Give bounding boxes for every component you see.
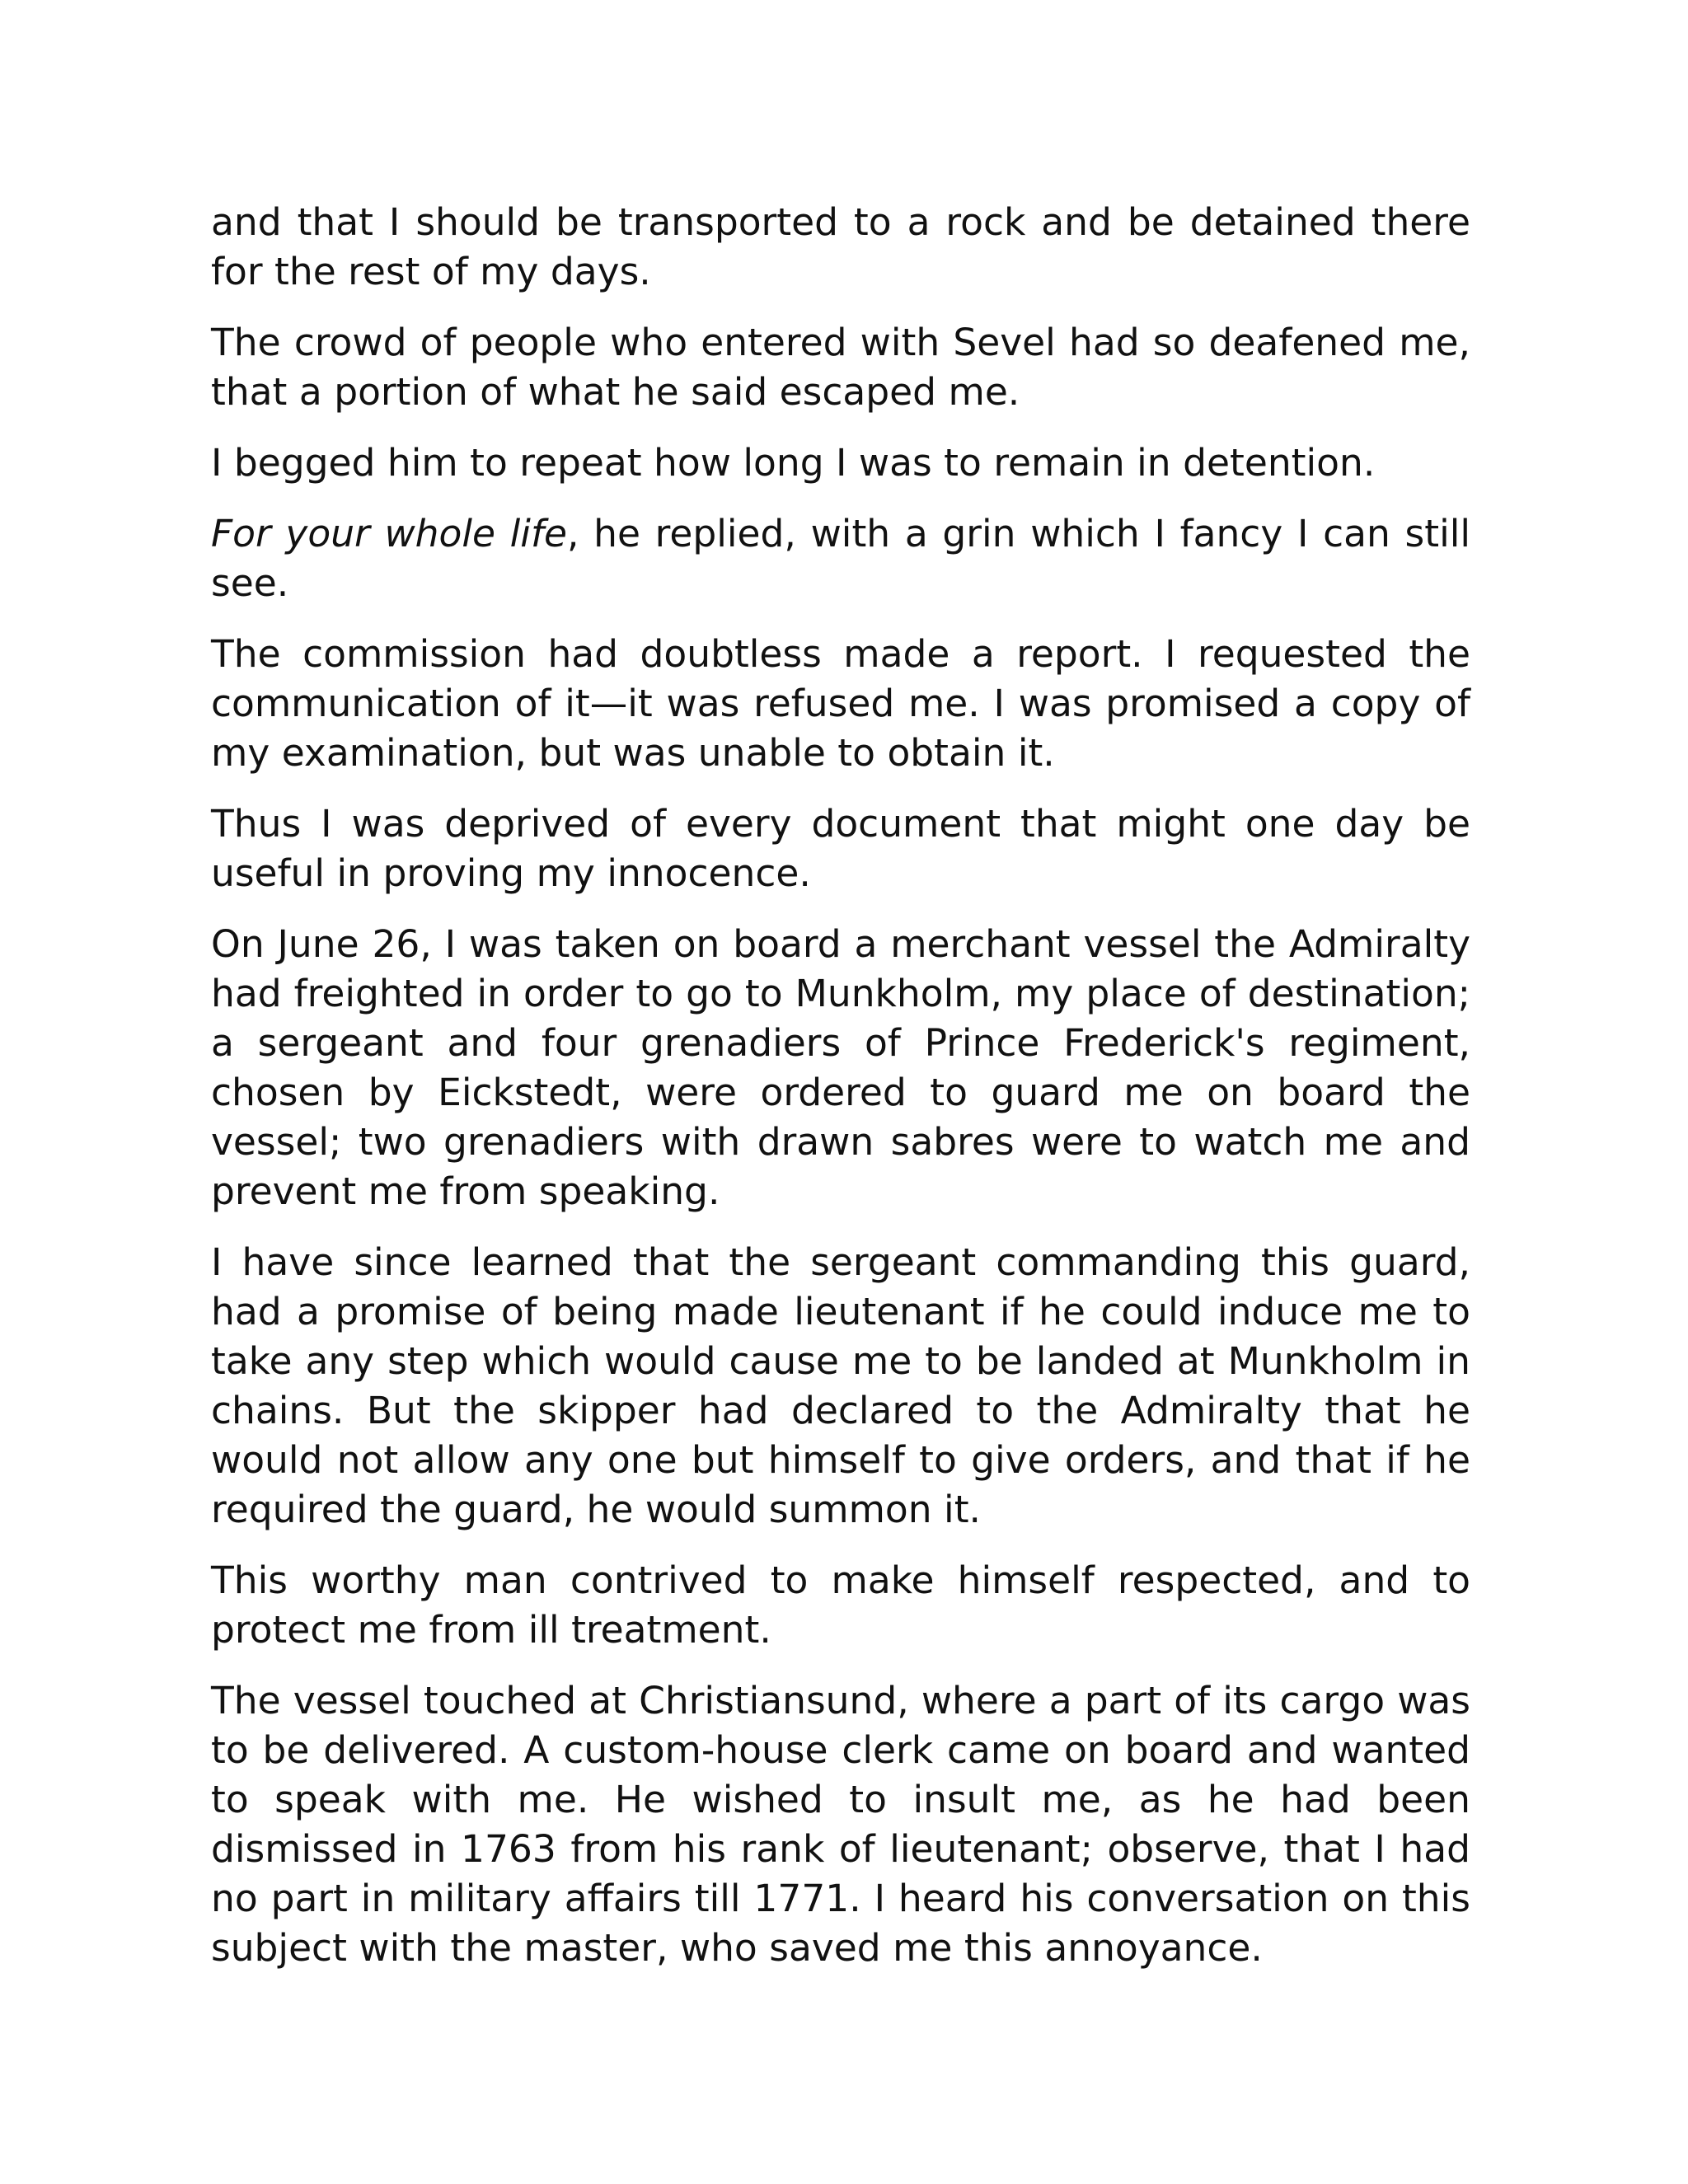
paragraph-4 bbox=[211, 509, 1470, 608]
paragraph-4-rest: , he replied, with a grin which I fancy I can still see. bbox=[211, 512, 1470, 605]
document-page bbox=[211, 198, 1470, 1994]
paragraph-7: On June 26, I was taken on board a merchant vessel the Admiralty had freighted in order to go to Munkholm, my place of destination; a sergeant and four grenadiers of Prince Frederick's regiment, chosen by Eickstedt, were ordered to guard me on board the vessel; two grenadiers with drawn sabres were to watch me and prevent me from speaking. bbox=[211, 922, 1470, 1213]
paragraph-8: I have since learned that the sergeant commanding this guard, had a promise of being made lieutenant if he could induce me to take any step which would cause me to be landed at Munkholm in chains. But the skipper had declared to the Admiralty that he would not allow any one but himself to give orders, and that if he required the guard, he would summon it. bbox=[211, 1240, 1470, 1531]
paragraph-10: The vessel touched at Christiansund, where a part of its cargo was to be delivered. A custom-house clerk came on board and wanted to speak with me. He wished to insult me, as he had been dismissed in 1763 from his rank of lieutenant; observe, that I had no part in military affairs till 1771. I heard his conversation on this subject with the master, who saved me this annoyance. bbox=[211, 1679, 1470, 1970]
paragraph-6: Thus I was deprived of every document that might one day be useful in proving my innocence. bbox=[211, 802, 1470, 895]
paragraph-5: The commission had doubtless made a report. I requested the communication of it—it was refused me. I was promised a copy of my examination, but was unable to obtain it. bbox=[211, 632, 1470, 775]
paragraph-2: The crowd of people who entered with Sevel had so deafened me, that a portion of what he said escaped me. bbox=[211, 321, 1470, 414]
paragraph-4-italic-phrase: For your whole life bbox=[211, 512, 567, 555]
paragraph-1: and that I should be transported to a rock and be detained there for the rest of my days. bbox=[211, 200, 1470, 293]
paragraph-9: This worthy man contrived to make himself respected, and to protect me from ill treatment. bbox=[211, 1558, 1470, 1652]
paragraph-3: I begged him to repeat how long I was to remain in detention. bbox=[211, 441, 1376, 485]
